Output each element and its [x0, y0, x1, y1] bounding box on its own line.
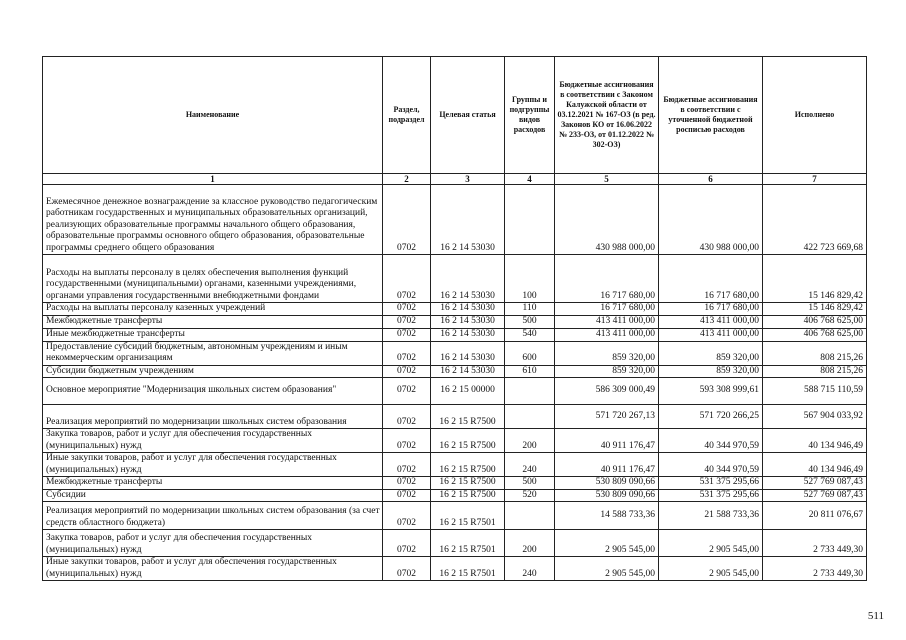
row-name: Межбюджетные трансферты — [43, 477, 383, 490]
row-law: 40 911 176,47 — [555, 453, 659, 477]
row-executed: 2 733 449,30 — [763, 530, 867, 557]
row-section: 0702 — [383, 315, 431, 328]
row-refined: 531 375 295,66 — [659, 489, 763, 502]
row-target: 16 2 14 53030 — [431, 315, 505, 328]
column-number-row — [43, 174, 867, 185]
header-budget-law: Бюджетные ассигнования в соответствии с Законом Калужской области от 03.12.2021 № 167-ОЗ (в ред. Законов КО от 16.06.2022 № 233-ОЗ, от 01.12.2022 № 302-ОЗ) — [555, 57, 659, 174]
row-section: 0702 — [383, 429, 431, 453]
row-refined: 859 320,00 — [659, 365, 763, 378]
row-executed: 567 904 033,92 — [763, 405, 867, 429]
row-executed: 40 134 946,49 — [763, 429, 867, 453]
row-target: 16 2 15 R7501 — [431, 530, 505, 557]
row-law: 16 717 680,00 — [555, 255, 659, 303]
row-group — [505, 502, 555, 530]
row-group: 610 — [505, 365, 555, 378]
row-refined: 16 717 680,00 — [659, 303, 763, 316]
row-name: Расходы на выплаты персоналу в целях обеспечения выполнения функций государственными (муниципальными) органами, казенными учреждениями, органами управления государственными внебюджетными фондами — [43, 255, 383, 303]
row-refined: 571 720 266,25 — [659, 405, 763, 429]
row-law: 14 588 733,36 — [555, 502, 659, 530]
row-target: 16 2 14 53030 — [431, 341, 505, 365]
column-number: 5 — [555, 174, 659, 185]
row-law: 530 809 090,66 — [555, 489, 659, 502]
row-executed: 527 769 087,43 — [763, 489, 867, 502]
row-section: 0702 — [383, 328, 431, 341]
row-name: Закупка товаров, работ и услуг для обеспечения государственных (муниципальных) нужд — [43, 429, 383, 453]
row-section: 0702 — [383, 365, 431, 378]
column-number: 2 — [383, 174, 431, 185]
row-target: 16 2 14 53030 — [431, 303, 505, 316]
page-number: 511 — [867, 610, 884, 622]
row-name: Субсидии — [43, 489, 383, 502]
row-refined: 413 411 000,00 — [659, 315, 763, 328]
row-target: 16 2 15 R7500 — [431, 453, 505, 477]
row-refined: 2 905 545,00 — [659, 530, 763, 557]
row-law: 859 320,00 — [555, 341, 659, 365]
row-name: Реализация мероприятий по модернизации школьных систем образования (за счет средств областного бюджета) — [43, 502, 383, 530]
table-row — [43, 315, 867, 328]
column-number: 6 — [659, 174, 763, 185]
header-section: Раздел, подраздел — [383, 57, 431, 174]
row-law: 859 320,00 — [555, 365, 659, 378]
row-law: 430 988 000,00 — [555, 185, 659, 255]
row-executed: 588 715 110,59 — [763, 378, 867, 405]
row-law: 413 411 000,00 — [555, 315, 659, 328]
row-law: 16 717 680,00 — [555, 303, 659, 316]
table-row — [43, 502, 867, 530]
header-row — [43, 57, 867, 174]
table-row — [43, 453, 867, 477]
table-row — [43, 255, 867, 303]
row-name: Закупка товаров, работ и услуг для обеспечения государственных (муниципальных) нужд — [43, 530, 383, 557]
row-group — [505, 185, 555, 255]
row-group: 110 — [505, 303, 555, 316]
row-refined: 21 588 733,36 — [659, 502, 763, 530]
row-executed: 20 811 076,67 — [763, 502, 867, 530]
row-name: Предоставление субсидий бюджетным, автономным учреждениям и иным некоммерческим организациям — [43, 341, 383, 365]
header-budget-refined: Бюджетные ассигнования в соответствии с уточненной бюджетной росписью расходов — [659, 57, 763, 174]
row-group — [505, 405, 555, 429]
row-section: 0702 — [383, 530, 431, 557]
row-refined: 413 411 000,00 — [659, 328, 763, 341]
column-number: 3 — [431, 174, 505, 185]
row-group: 200 — [505, 429, 555, 453]
row-section: 0702 — [383, 185, 431, 255]
row-law: 586 309 000,49 — [555, 378, 659, 405]
row-executed: 15 146 829,42 — [763, 303, 867, 316]
row-group: 540 — [505, 328, 555, 341]
row-law: 530 809 090,66 — [555, 477, 659, 490]
row-group: 600 — [505, 341, 555, 365]
column-number: 7 — [763, 174, 867, 185]
row-executed: 40 134 946,49 — [763, 453, 867, 477]
table-row — [43, 557, 867, 581]
row-group: 240 — [505, 557, 555, 581]
table-row — [43, 378, 867, 405]
row-target: 16 2 14 53030 — [431, 365, 505, 378]
row-section: 0702 — [383, 502, 431, 530]
row-target: 16 2 15 R7500 — [431, 477, 505, 490]
row-name: Основное мероприятие "Модернизация школьных систем образования" — [43, 378, 383, 405]
row-refined: 40 344 970,59 — [659, 429, 763, 453]
row-executed: 808 215,26 — [763, 365, 867, 378]
row-law: 40 911 176,47 — [555, 429, 659, 453]
row-refined: 40 344 970,59 — [659, 453, 763, 477]
table-row — [43, 185, 867, 255]
row-refined: 531 375 295,66 — [659, 477, 763, 490]
row-section: 0702 — [383, 303, 431, 316]
header-groups: Группы и подгруппы видов расходов — [505, 57, 555, 174]
table-row — [43, 429, 867, 453]
row-target: 16 2 15 R7500 — [431, 405, 505, 429]
row-executed: 406 768 625,00 — [763, 328, 867, 341]
row-executed: 15 146 829,42 — [763, 255, 867, 303]
column-number: 1 — [43, 174, 383, 185]
row-executed: 808 215,26 — [763, 341, 867, 365]
row-target: 16 2 15 R7500 — [431, 429, 505, 453]
row-law: 413 411 000,00 — [555, 328, 659, 341]
table-row — [43, 477, 867, 490]
table-row — [43, 530, 867, 557]
row-executed: 2 733 449,30 — [763, 557, 867, 581]
row-law: 2 905 545,00 — [555, 530, 659, 557]
row-name: Ежемесячное денежное вознаграждение за классное руководство педагогическим работникам государственных и муниципальных образовательных организаций, реализующих образовательные программы начального общего образования, образовательные программы основного общего образования, образовательные программы среднего общего образования — [43, 185, 383, 255]
row-refined: 859 320,00 — [659, 341, 763, 365]
table-row — [43, 341, 867, 365]
row-name: Иные закупки товаров, работ и услуг для обеспечения государственных (муниципальных) нужд — [43, 557, 383, 581]
row-group — [505, 378, 555, 405]
row-refined: 430 988 000,00 — [659, 185, 763, 255]
row-refined: 593 308 999,61 — [659, 378, 763, 405]
row-refined: 16 717 680,00 — [659, 255, 763, 303]
table-row — [43, 489, 867, 502]
row-section: 0702 — [383, 341, 431, 365]
row-name: Иные закупки товаров, работ и услуг для обеспечения государственных (муниципальных) нужд — [43, 453, 383, 477]
row-group: 520 — [505, 489, 555, 502]
table-row — [43, 405, 867, 429]
row-group: 500 — [505, 315, 555, 328]
row-name: Расходы на выплаты персоналу казенных учреждений — [43, 303, 383, 316]
row-executed: 422 723 669,68 — [763, 185, 867, 255]
row-name: Субсидии бюджетным учреждениям — [43, 365, 383, 378]
row-executed: 527 769 087,43 — [763, 477, 867, 490]
budget-table-sheet — [42, 56, 866, 581]
header-target: Целевая статья — [431, 57, 505, 174]
budget-table — [42, 56, 867, 581]
row-group: 100 — [505, 255, 555, 303]
table-row — [43, 303, 867, 316]
table-row — [43, 365, 867, 378]
row-name: Реализация мероприятий по модернизации школьных систем образования — [43, 405, 383, 429]
row-section: 0702 — [383, 453, 431, 477]
row-section: 0702 — [383, 557, 431, 581]
row-target: 16 2 14 53030 — [431, 255, 505, 303]
row-target: 16 2 15 R7500 — [431, 489, 505, 502]
row-section: 0702 — [383, 477, 431, 490]
row-name: Межбюджетные трансферты — [43, 315, 383, 328]
row-section: 0702 — [383, 255, 431, 303]
row-section: 0702 — [383, 489, 431, 502]
row-group: 200 — [505, 530, 555, 557]
header-executed: Исполнено — [763, 57, 867, 174]
table-row — [43, 328, 867, 341]
row-group: 500 — [505, 477, 555, 490]
row-section: 0702 — [383, 378, 431, 405]
row-target: 16 2 15 R7501 — [431, 502, 505, 530]
column-number: 4 — [505, 174, 555, 185]
row-group: 240 — [505, 453, 555, 477]
row-target: 16 2 15 00000 — [431, 378, 505, 405]
row-refined: 2 905 545,00 — [659, 557, 763, 581]
row-target: 16 2 14 53030 — [431, 185, 505, 255]
row-target: 16 2 15 R7501 — [431, 557, 505, 581]
row-law: 2 905 545,00 — [555, 557, 659, 581]
row-section: 0702 — [383, 405, 431, 429]
row-name: Иные межбюджетные трансферты — [43, 328, 383, 341]
row-target: 16 2 14 53030 — [431, 328, 505, 341]
row-executed: 406 768 625,00 — [763, 315, 867, 328]
row-law: 571 720 267,13 — [555, 405, 659, 429]
header-name: Наименование — [43, 57, 383, 174]
